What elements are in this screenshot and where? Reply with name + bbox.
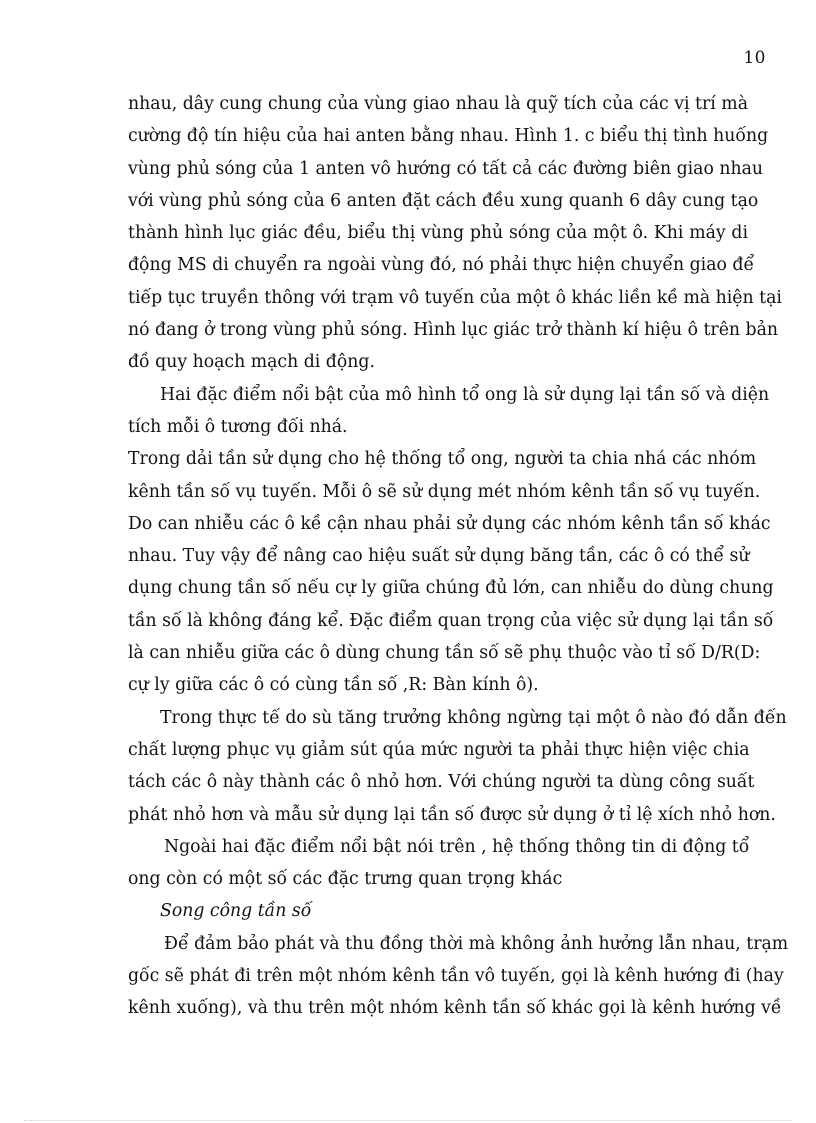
text-line: phát nhỏ hơn và mẫu sử dụng lại tần số được sử dụng ở tỉ lệ xích nhỏ hơn. [128,804,776,825]
text-line: ong còn có một số các đặc trưng quan trọng khác [128,869,563,890]
text-line: gốc sẽ phát đi trên một nhóm kênh tần vô tuyến, gọi là kênh hướng đi (hay [128,966,784,987]
document-body [128,88,789,1025]
text-line: động MS di chuyển ra ngoài vùng đó, nó phải thực hiện chuyển giao để [128,255,755,276]
text-line: Hai đặc điểm nổi bật của mô hình tổ ong là sử dụng lại tần số và diện [160,384,770,405]
text-line: nhau, dây cung chung của vùng giao nhau là quỹ tích của các vị trí mà [128,94,748,114]
text-line: vùng phủ sóng của 1 anten vô hướng có tất cả các đường biên giao nhau [128,158,764,179]
text-line: Do can nhiễu các ô kề cận nhau phải sử dụng các nhóm kênh tần số khác [128,513,771,534]
text-line: đồ quy hoạch mạch di động. [128,352,375,373]
page-bottom-divider [24,1120,792,1121]
text-line: Để đảm bảo phát và thu đồng thời mà không ảnh hưởng lẫn nhau, trạm [164,933,789,954]
text-line: Trong thực tế do sù tăng trưởng không ngừng tại một ô nào đó dẫn đến [160,707,787,728]
text-line: tần số là không đáng kể. Đặc điểm quan trọng của việc sử dụng lại tần số [128,610,774,631]
text-line: nó đang ở trong vùng phủ sóng. Hình lục giác trở thành kí hiệu ô trên bản [128,320,779,341]
text-line: kênh xuống), và thu trên một nhóm kênh tần số khác gọi là kênh hướng về [128,998,782,1019]
text-line: cự ly giữa các ô có cùng tần số ,R: Bàn kính ô). [128,675,539,696]
section-heading: Song công tần số [160,901,312,922]
text-line: nhau. Tuy vậy để nâng cao hiệu suất sử dụng băng tần, các ô có thể sử [128,546,750,567]
text-line: Trong dải tần sử dụng cho hệ thống tổ ong, người ta chia nhá các nhóm [128,449,757,470]
text-line: tách các ô này thành các ô nhỏ hơn. Với chúng người ta dùng công suất [128,772,755,793]
text-line: Ngoài hai đặc điểm nổi bật nói trên , hệ thống thông tin di động tổ [164,836,750,857]
text-line: thành hình lục giác đều, biểu thị vùng phủ sóng của một ô. Khi máy di [128,223,748,244]
text-line: dụng chung tần số nếu cự ly giữa chúng đủ lớn, can nhiễu do dùng chung [128,578,774,599]
text-line: kênh tần số vụ tuyến. Mỗi ô sẽ sử dụng mét nhóm kênh tần số vụ tuyến. [128,481,761,502]
text-line: tiếp tục truyền thông với trạm vô tuyến của một ô khác liền kề mà hiện tại [128,287,782,308]
text-line: là can nhiễu giữa các ô dùng chung tần số sẽ phụ thuộc vào tỉ số D/R(D: [128,643,761,664]
text-line: chất lượng phục vụ giảm sút qúa mức người ta phải thực hiện việc chia [128,739,750,760]
text-line: cường độ tín hiệu của hai anten bằng nhau. Hình 1. c biểu thị tình huống [128,126,769,147]
text-line: với vùng phủ sóng của 6 anten đặt cách đều xung quanh 6 dây cung tạo [128,190,759,211]
text-line: tích mỗi ô tương đối nhá. [128,416,348,437]
page-number: 10 [743,48,766,68]
